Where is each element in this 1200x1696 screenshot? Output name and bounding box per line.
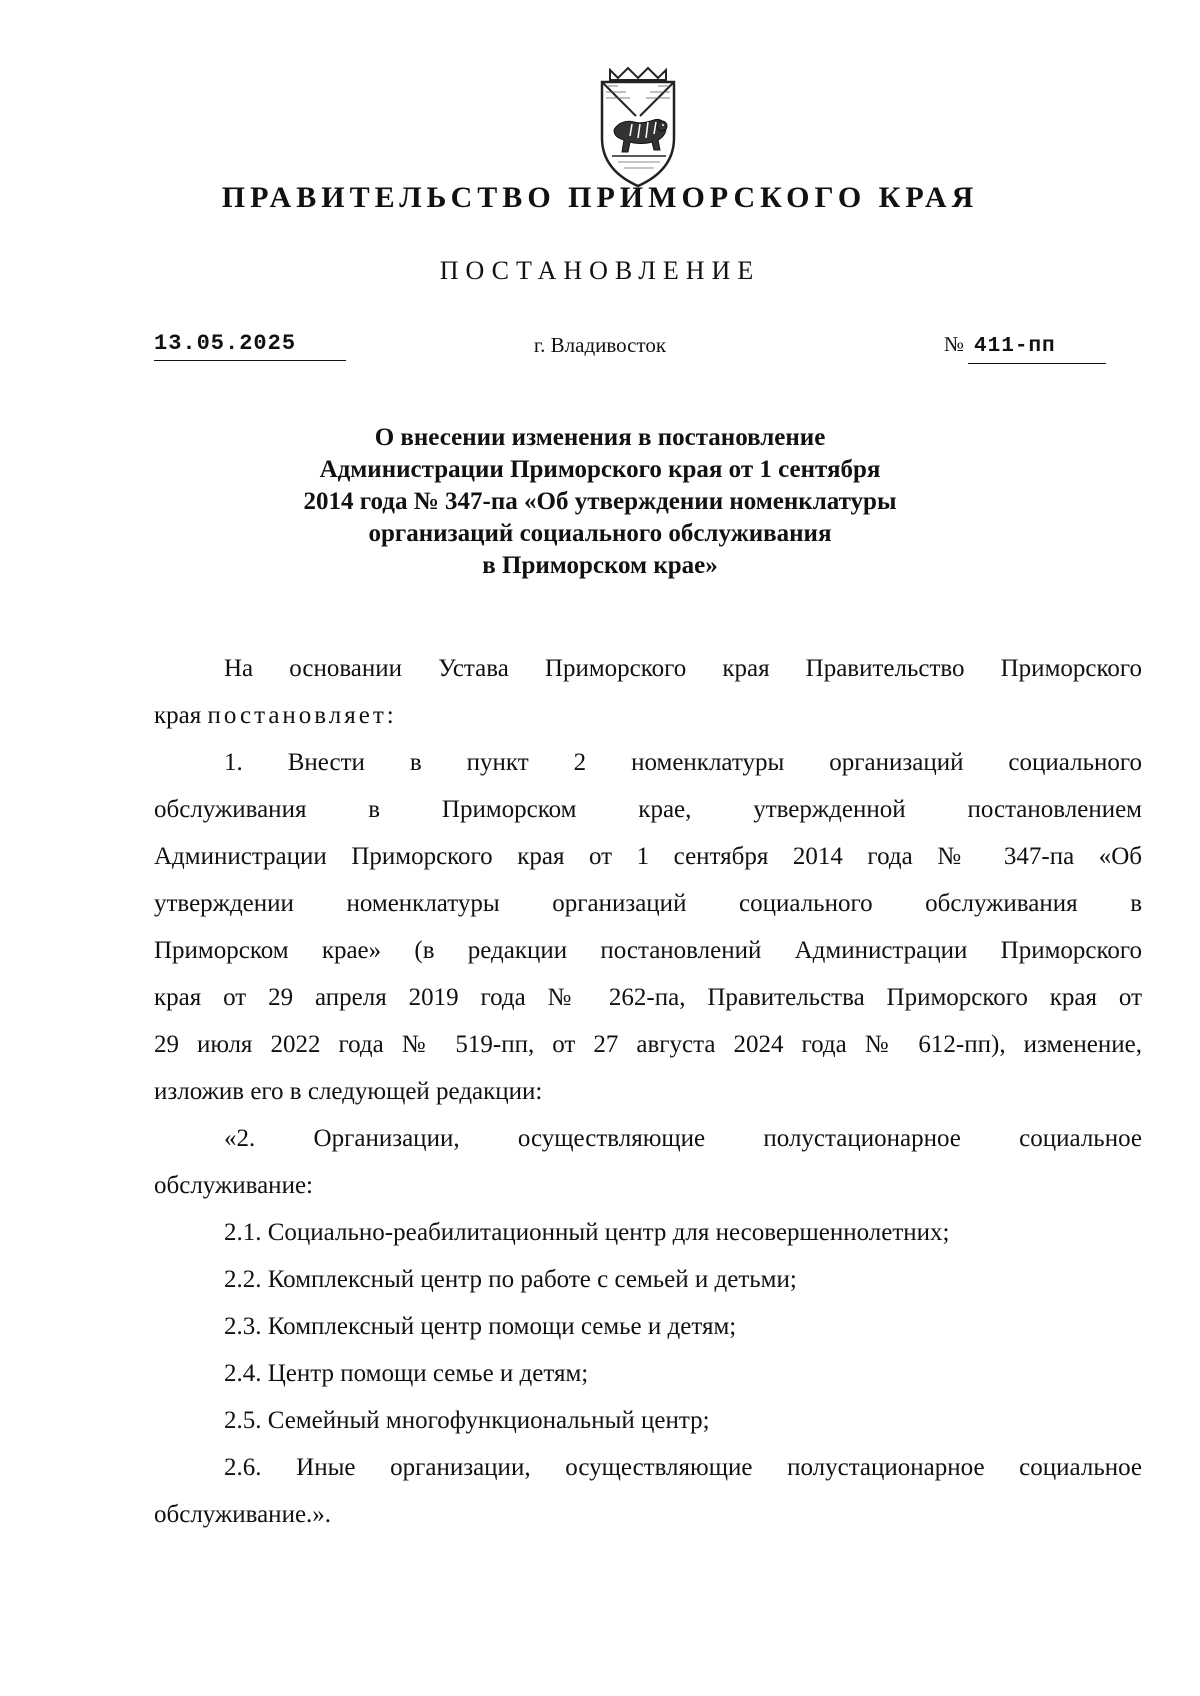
item-1-paragraph [154, 739, 1142, 1115]
paragraph-line: 2.6. Иные организации, осуществляющие полустационарное социальное [224, 1454, 1142, 1481]
document-date: 13.05.2025 [154, 330, 346, 361]
paragraph-line: Администрации Приморского края от 1 сентября 2014 года № 347-па «Об [154, 843, 1142, 870]
paragraph-line [154, 692, 1142, 739]
paragraph-line: 1. Внести в пункт 2 номенклатуры организаций социального [224, 749, 1142, 776]
document-type: ПОСТАНОВЛЕНИЕ [439, 256, 761, 285]
subject-line: Администрации Приморского края от 1 сентября [319, 456, 881, 483]
paragraph-line: 29 июля 2022 года № 519-пп, от 27 августа 2024 года № 612-пп), изменение, [154, 1031, 1142, 1058]
item-2-paragraph [154, 1115, 1142, 1209]
primorsky-coat-of-arms-icon [588, 64, 688, 190]
list-item: 2.4. Центр помощи семье и детям; [224, 1360, 589, 1387]
subitems-list [154, 1209, 1142, 1444]
list-item: 2.1. Социально-реабилитационный центр для несовершеннолетних; [224, 1219, 950, 1246]
list-item: 2.3. Комплексный центр помощи семье и детям; [224, 1313, 737, 1340]
document-number [944, 330, 1124, 364]
paragraph-line: утверждении номенклатуры организаций социального обслуживания в [154, 890, 1142, 917]
decree-word: постановляет: [207, 702, 397, 729]
paragraph-line: края от 29 апреля 2019 года № 262-па, Правительства Приморского края от [154, 984, 1142, 1011]
paragraph-line: «2. Организации, осуществляющие полустационарное социальное [224, 1125, 1142, 1152]
government-title: ПРАВИТЕЛЬСТВО ПРИМОРСКОГО КРАЯ [221, 181, 979, 214]
number-sign: № [944, 332, 965, 356]
subject-line: О внесении изменения в постановление [374, 424, 826, 451]
document-subject [200, 422, 1000, 582]
paragraph-line: обслуживание.». [154, 1501, 332, 1528]
list-item: 2.5. Семейный многофункциональный центр; [224, 1407, 710, 1434]
list-item: 2.2. Комплексный центр по работе с семьей и детьми; [224, 1266, 797, 1293]
paragraph-line: обслуживания в Приморском крае, утвержденной постановлением [154, 796, 1142, 823]
preamble-text: края [154, 702, 208, 729]
paragraph-line: обслуживание: [154, 1172, 313, 1199]
paragraph-line: На основании Устава Приморского края Правительство Приморского [224, 655, 1142, 682]
paragraph-line: изложив его в следующей редакции: [154, 1078, 543, 1105]
preamble-paragraph [154, 645, 1142, 739]
number-value: 411-пп [968, 333, 1106, 364]
item-2-6-paragraph [154, 1444, 1142, 1538]
paragraph-line: Приморском крае» (в редакции постановлений Администрации Приморского [154, 937, 1142, 964]
subject-line: в Приморском крае» [482, 552, 718, 579]
document-city: г. Владивосток [533, 333, 667, 357]
subject-line: организаций социального обслуживания [368, 520, 832, 547]
subject-line: 2014 года № 347-па «Об утверждении номенклатуры [303, 488, 897, 515]
document-body [154, 645, 1142, 1538]
